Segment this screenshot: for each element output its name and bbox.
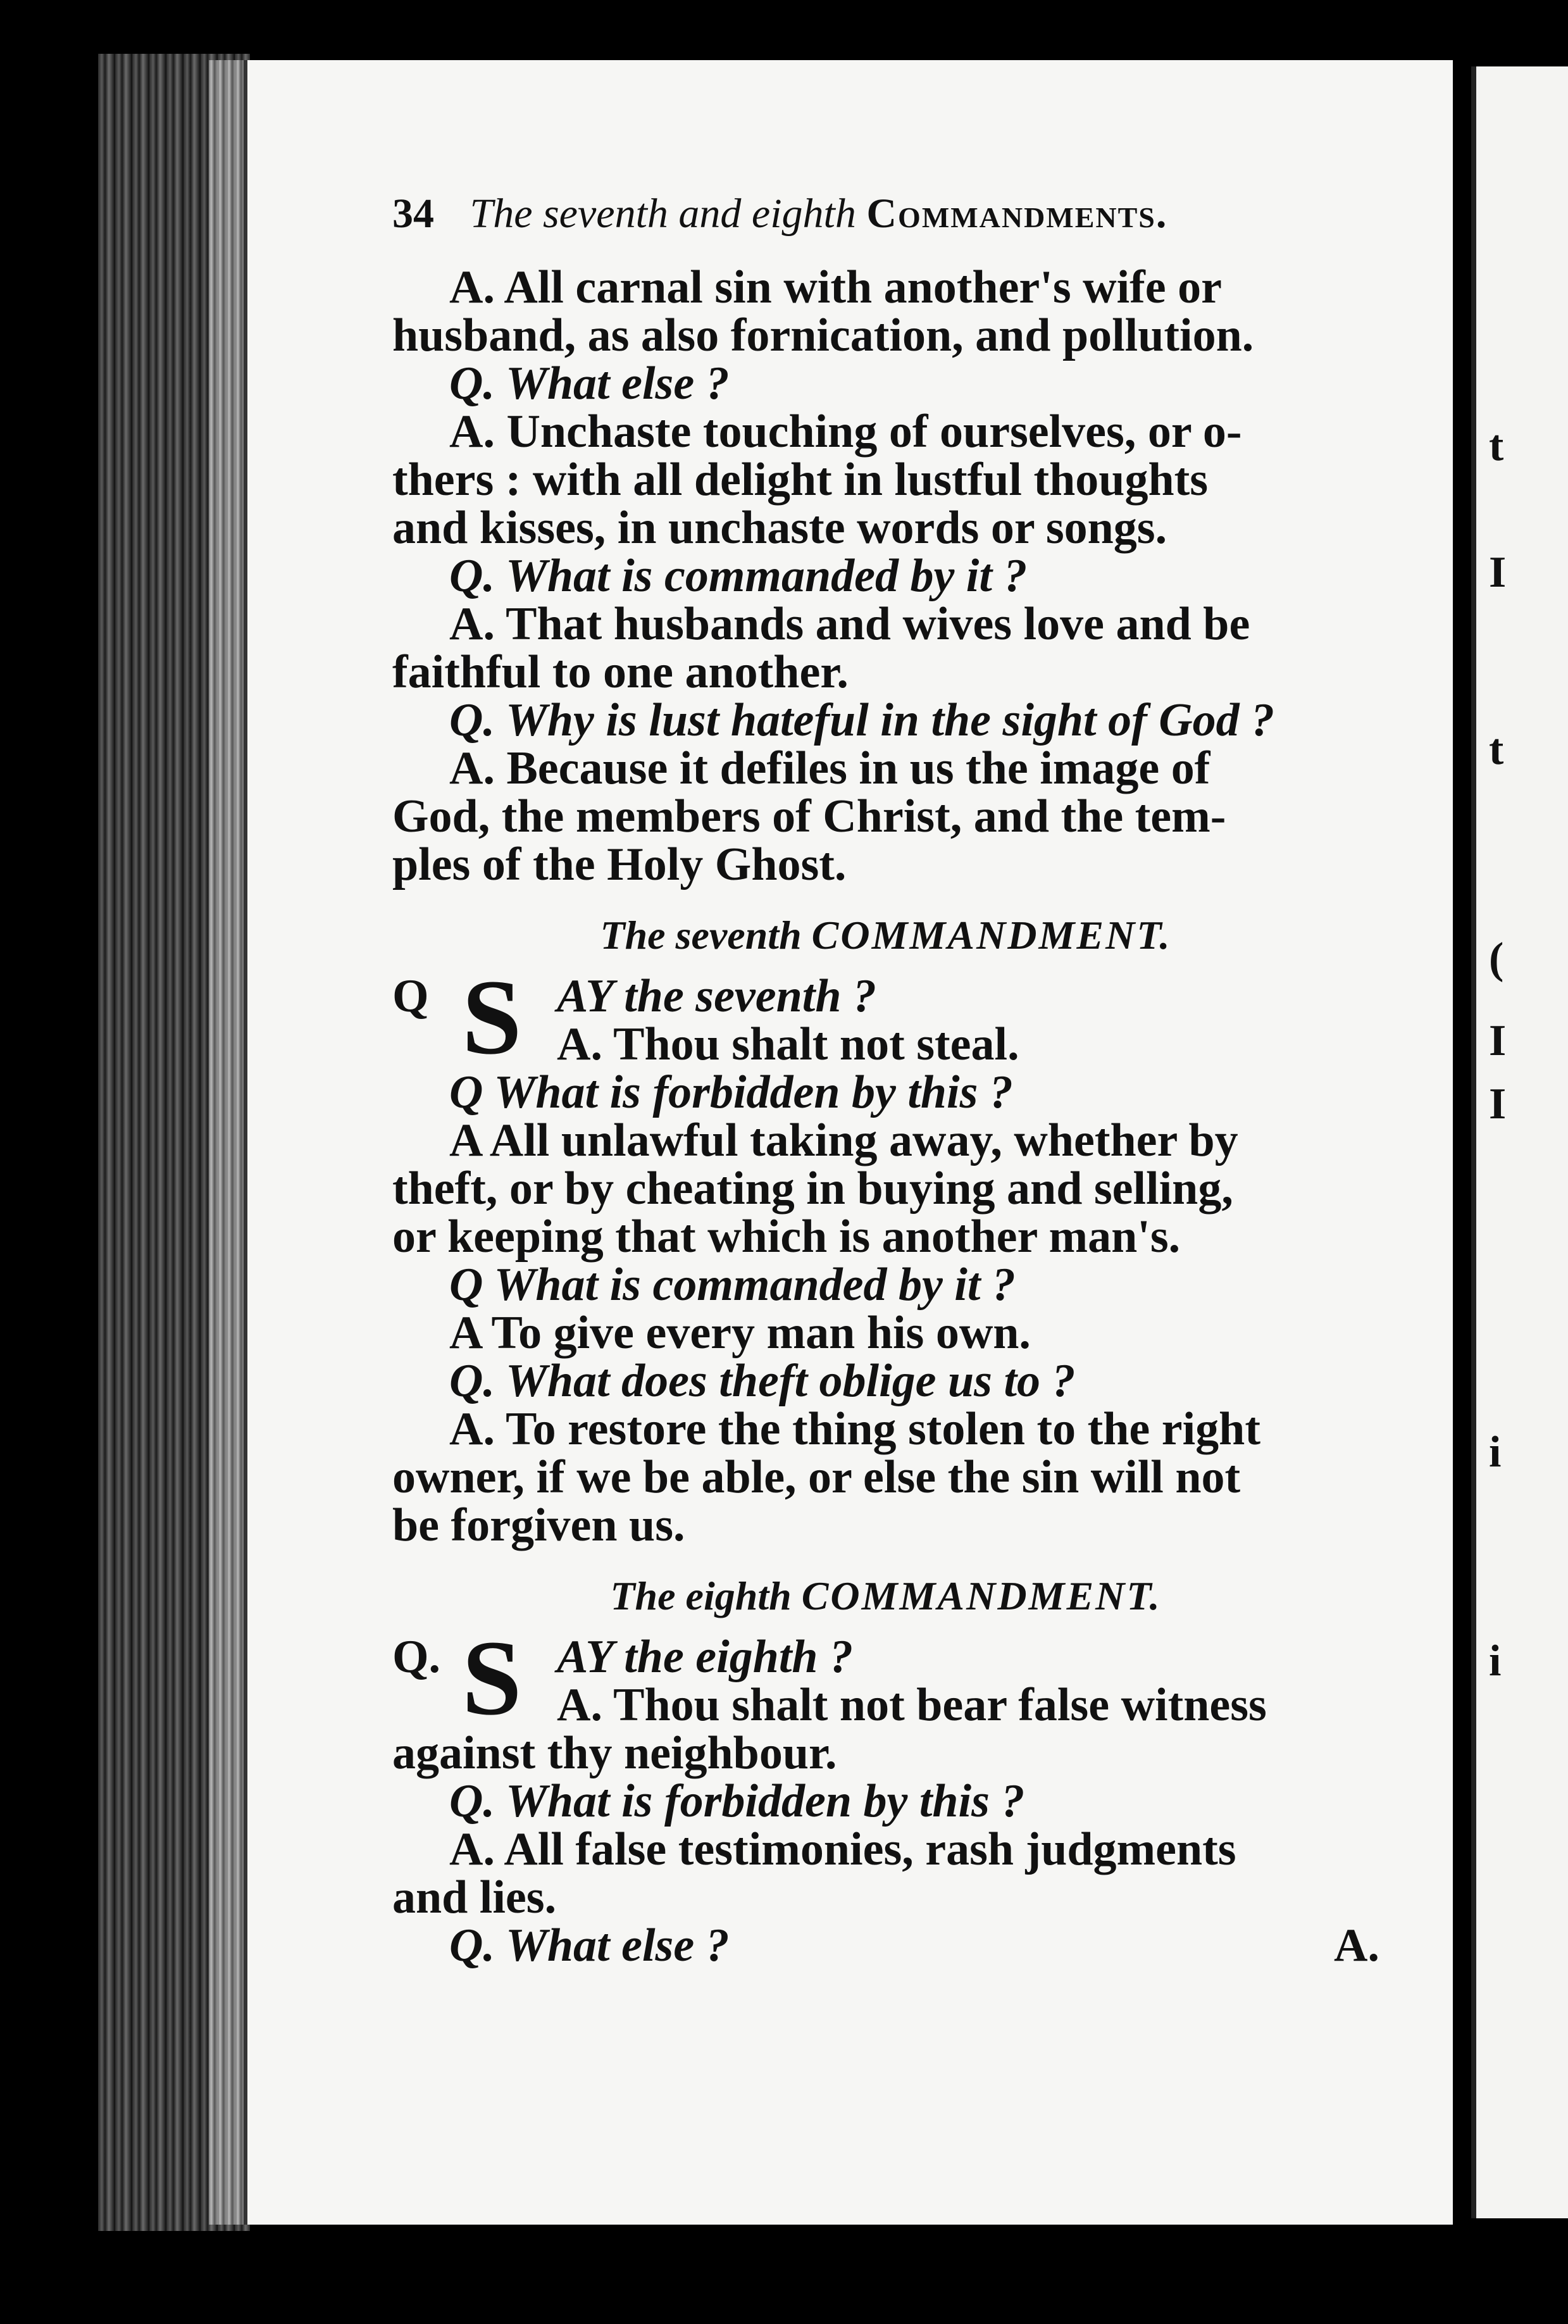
text-line: and lies. [392,1871,557,1923]
section-heading-caps: COMMANDMENT. [811,913,1172,958]
text-line: and kisses, in unchaste words or songs. [392,502,1167,554]
text-line: husband, as also fornication, and pollution. [392,309,1254,361]
drop-cap: S [462,1618,522,1737]
catchword: A. [1334,1920,1379,1971]
page-text [392,190,1379,1970]
text-line: A. All false testimonies, rash judgments [449,1823,1236,1875]
text-line: Q What is commanded by it ? [449,1259,1016,1311]
text-line: Q. What is forbidden by this ? [449,1775,1025,1827]
section-heading-prefix: The eighth [610,1573,792,1618]
dropcap-answer: A. Thou shalt not bear false witness [557,1679,1267,1731]
facing-fragment: t [1489,725,1504,774]
facing-fragment: i [1489,1428,1502,1477]
question-mark-label: Q [392,970,429,1022]
text-line: thers : with all delight in lustful thoughts [392,454,1209,506]
section-heading-seventh [392,911,1379,959]
drop-cap: S [462,958,522,1077]
text-line: Q. What is commanded by it ? [449,550,1028,602]
dropcap-question: AY the eighth ? [557,1631,854,1683]
dropcap-question: AY the seventh ? [557,970,876,1022]
facing-fragment: ( [1489,934,1504,983]
text-line: A. Because it defiles in us the image of [449,742,1210,794]
facing-fragment: I [1489,548,1507,597]
text-line: A. All carnal sin with another's wife or [449,261,1222,313]
text-line: A To give every man his own. [449,1307,1031,1359]
facing-fragment: t [1489,422,1504,470]
text-line: Q. What does theft oblige us to ? [449,1355,1076,1407]
page-number: 34 [392,191,434,237]
text-line: theft, or by cheating in buying and selling, [392,1163,1233,1215]
text-line: be forgiven us. [392,1499,685,1551]
facing-page-edge [1471,66,1568,2218]
dropcap-block-eighth [392,1618,1379,1737]
text-line: owner, if we be able, or else the sin will not [392,1451,1241,1503]
section-heading-eighth [392,1572,1379,1620]
header-title-caps: Commandments. [866,191,1168,237]
section-heading-caps: COMMANDMENT. [801,1573,1162,1618]
text-line: A All unlawful taking away, whether by [449,1115,1238,1166]
final-question: Q. What else ? [449,1920,730,1971]
text-line: Q. Why is lust hateful in the sight of God ? [449,694,1275,746]
text-line [392,1921,1379,1970]
text-line: against thy neighbour. [392,1727,837,1779]
dropcap-answer: A. Thou shalt not steal. [557,1018,1019,1070]
text-line: Q. What else ? [449,358,730,409]
text-line: God, the members of Christ, and the tem- [392,790,1226,842]
question-mark-label: Q. [392,1631,441,1683]
text-line: A. Unchaste touching of ourselves, or o- [449,406,1242,458]
text-line: or keeping that which is another man's. [392,1211,1181,1263]
running-header [392,190,1379,238]
text-line: Q What is forbidden by this ? [449,1066,1013,1118]
facing-fragment: I [1489,1016,1507,1065]
facing-fragment: I [1489,1080,1507,1128]
facing-fragment: i [1489,1637,1502,1685]
section-heading-prefix: The seventh [600,913,802,958]
text-line: A. That husbands and wives love and be [449,598,1250,650]
dropcap-block-seventh [392,958,1379,1077]
header-title: The seventh and eighth [470,191,856,237]
text-line: faithful to one another. [392,646,849,698]
text-line: ples of the Holy Ghost. [392,839,847,890]
text-line: A. To restore the thing stolen to the right [449,1403,1260,1455]
